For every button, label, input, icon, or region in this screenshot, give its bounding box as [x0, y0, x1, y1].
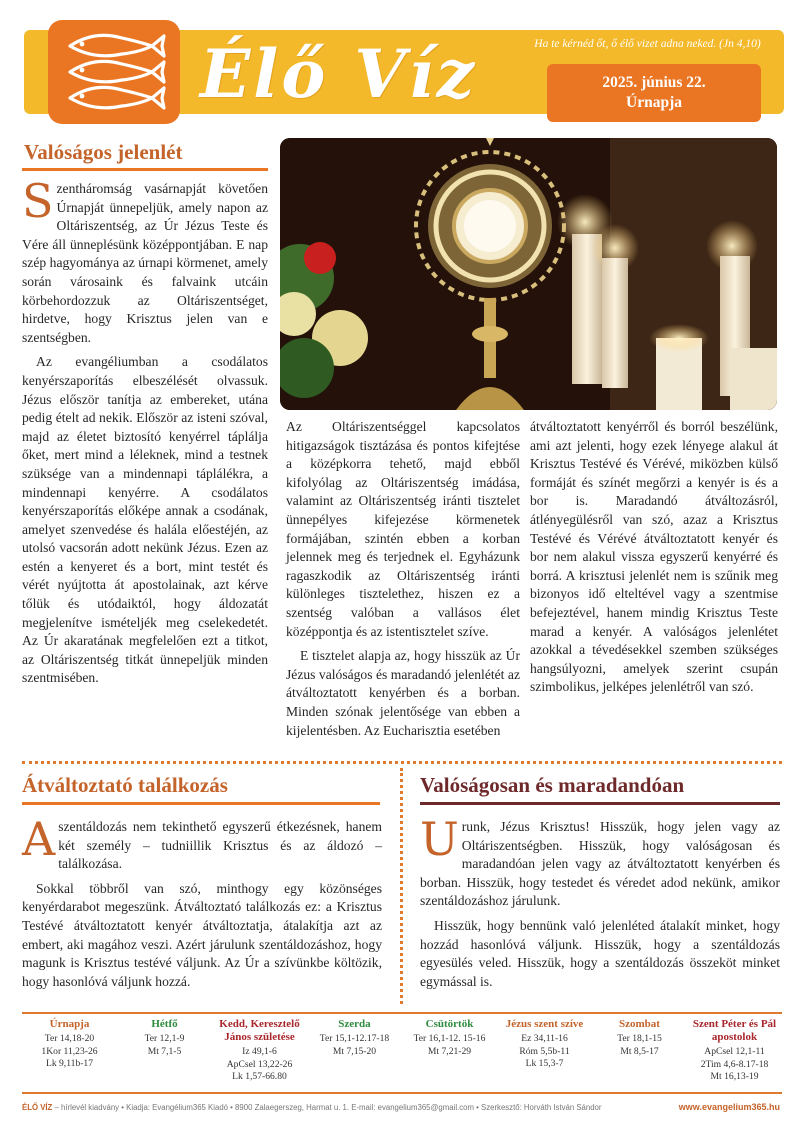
reading-reference: Mt 16,13-19 — [710, 1071, 759, 1083]
footer-imprint — [22, 1103, 602, 1112]
day-name: Csütörtök — [425, 1018, 474, 1030]
reading-reference: 1Kor 11,23-26 — [41, 1045, 98, 1057]
day-name: Úrnapja — [49, 1018, 90, 1030]
monstrance-icon — [280, 138, 777, 410]
reading-reference: Mt 7,1-5 — [147, 1045, 182, 1057]
fish-icon — [60, 26, 168, 118]
article2-rule — [22, 802, 380, 805]
reading-reference: Lk 9,11b-17 — [45, 1058, 94, 1070]
article3-paragraph-1: runk, Jézus Krisztus! Hisszük, hogy jelen vagy az Oltáriszentségben. Hisszük, hogy valóságosan és maradandóan jelen vagy az átváltoztatott kenyérben és borban. Hisszük, hogy testedet és véredet adod nekünk, amikor szentáldozáshoz járulunk. — [420, 819, 780, 909]
day-name: Kedd, Keresztelő János születése — [219, 1018, 300, 1043]
day-name: Szombat — [619, 1018, 660, 1030]
footer-brand: ÉLŐ VÍZ — [22, 1103, 53, 1112]
day-readings — [687, 1018, 782, 1084]
article1-paragraph-4-continued: átváltoztatott kenyérről és borról beszélünk, ami azt jelenti, hogy ezek lényege alakul át Krisztus Testévé és Vérévé, miközben külső formáját és színét megőrzi a kenyér is és a bor is. Maradandó átváltozásról, átlényegülésről van szó, azaz a Krisztus Testévé és Vérévé átváltoztatott kenyér és bor nem alakul vissza egyszerű kenyérré és borrá. A krisztusi jelenlét nem is szűnik meg bizonyos idő elteltével vagy a szentmise befejeztével, hanem mindig Krisztus Teste marad a kenyér. A valóságos jelenlétet azokkal a tévedésekkel szemben szükséges hangsúlyozni, amelyek szerint csupán szimbolikus, jelképes jelenlétről van szó. — [530, 419, 778, 695]
monstrance-photo — [280, 138, 777, 410]
article3-paragraph-2: Hisszük, hogy bennünk való jelenléted átalakít minket, hogy hozzád hasonlóvá váljunk. Hisszük, hogy a szentáldozás egyesülés veled. Hisszük, hogy a szentáldozás összeköt minket egymással is. — [420, 917, 780, 989]
day-readings — [592, 1018, 687, 1058]
reading-reference: Ez 34,11-16 — [521, 1033, 568, 1044]
article1-title: Valóságos jelenlét — [24, 140, 183, 164]
day-name: Hétfő — [151, 1018, 178, 1030]
date-box — [547, 64, 761, 122]
article3-dropcap: U — [420, 812, 459, 866]
reading-reference: Mt 8,5-17 — [620, 1045, 659, 1057]
article1-paragraph-3: Az Oltáriszentséggel kapcsolatos hitigazságok tisztázása és pontos kifejtése a középkorra tehető, majd ebből kifolyólag az Oltáriszentség imádása, valamint az Oltáriszentség iránti tisztelet ünnepélyes kifejezése körmenetek formájában, szintén ebben a korban jelennek meg és terjednek el. Egyházunk ragaszkodik az Oltáriszentség iránti különleges tisztelethez, hiszen ez a szentség valóban a vallásos élet középpontja és az istentisztelet szíve. — [286, 419, 520, 639]
article1-paragraph-2: Az evangéliumban a csodálatos kenyérszaporítás elbeszélését olvassuk. Jézus először tanítja az embereket, utána pedig ételt ad nekik. Először az isteni szóval, majd az életet biztosító kenyérrel táplálja őket, mert mind a léleknek, mind a testnek szüksége van a mindennapi táplálékra, a mindennapi kenyérre. A csodálatos kenyérszaporítás előképe annak a csodának, amelyet szenvedése és halála előestéjén, az utolsó vacsorán adott nekünk Jézus. Ezen az estén a kenyeret és a bort, mint testét és vérét nyújtotta át apostolainak, azt kérve tőlük és utódaiktól, hogy áldozatát megjelenítve ismételjék meg cselekedetét. Az Úr akaratának megfelelően ezt a titkot, az Oltáriszentség titkát ünnepeljük minden szentmisében. — [22, 354, 268, 686]
article1-column-middle — [286, 418, 520, 746]
feast-name: Úrnapja — [626, 94, 682, 111]
day-readings — [212, 1018, 307, 1084]
footer-info: – hírlevél kiadvány • Kiadja: Evangélium365 Kiadó • 8900 Zalaegerszeg, Harmat u. 1. E-mail: evangelium365@gmail.com • Szerkesztő: Horváth István Sándor — [52, 1103, 602, 1112]
day-readings — [497, 1018, 592, 1071]
article1-column-right — [530, 418, 778, 703]
issue-date: 2025. június 22. — [602, 74, 706, 91]
reading-reference: Lk 1,57-66.80 — [232, 1071, 287, 1083]
masthead-title: Élő Víz — [200, 35, 478, 113]
article1-paragraph-4: E tisztelet alapja az, hogy hisszük az Úr Jézus valóságos és maradandó jelenlétét az átváltoztatott kenyérben és a borban. Minden szónak jelentősége van ebben a kijelentésben. Az Eucharisztia esetében — [286, 648, 520, 738]
footer-website[interactable]: www.evangelium365.hu — [678, 1102, 780, 1112]
reading-reference: Róm 5,5b-11 — [519, 1045, 570, 1057]
article3-rule — [420, 802, 780, 805]
reading-reference: Ter 18,1-15 — [617, 1033, 662, 1044]
section-divider-horizontal — [22, 761, 782, 764]
logo-fish-icon — [48, 20, 180, 124]
section-divider-vertical — [400, 768, 403, 1004]
reading-reference: Ter 15,1-12.17-18 — [319, 1033, 390, 1044]
header-motto: Ha te kérnéd őt, ő élő vizet adna neked. (Jn 4,10) — [534, 38, 761, 50]
article2-dropcap: A — [22, 812, 56, 866]
day-readings — [117, 1018, 212, 1058]
day-name: Szent Péter és Pál apostolok — [692, 1018, 777, 1043]
reading-reference: Iz 49,1-6 — [242, 1046, 277, 1057]
day-readings — [307, 1018, 402, 1058]
reading-reference: 2Tim 4,6-8.17-18 — [700, 1058, 769, 1070]
article2-paragraph-1: szentáldozás nem tekinthető egyszerű étkezésnek, hanem két személy – tudniillik Krisztus és az áldozó – találkozása. — [58, 819, 382, 872]
reading-reference: Ter 16,1-12. 15-16 — [413, 1033, 486, 1044]
article3-title: Valóságosan és maradandóan — [420, 773, 685, 797]
day-name: Jézus szent szíve — [505, 1018, 584, 1030]
reading-reference: ApCsel 13,22-26 — [226, 1058, 293, 1070]
article2-title: Átváltoztató találkozás — [22, 773, 228, 797]
article2-paragraph-2: Sokkal többről van szó, minthogy egy közönséges kenyérdarabot megeszünk. Átváltoztató találkozás ez: a Krisztus Testévé átváltoztatott kenyér átváltoztatja, átalakítja azt az embert, aki magához veszi. Azért járulunk szentáldozáshoz, hogy magunk is Krisztus testévé váljunk. Az Úr a szívünkbe költözik, hogy hasonlóvá váljunk hozzá. — [22, 880, 382, 989]
article1-paragraph-1: zentháromság vasárnapját követően Úrnapját ünnepeljük, amely napon az Oltáriszentség, az Úr Jézus Teste és Vére áll ünneplésünk középpontjában. E nap szép hagyománya az úrnapi körmenet, amely során városaink és falvaink utcáin körbehordozzuk az Oltáriszentséget, hirdetve, hogy Krisztus jelen van e szentségben. — [22, 181, 268, 345]
article1-column-left — [22, 174, 268, 694]
article1-dropcap: S — [22, 174, 54, 228]
day-readings — [402, 1018, 497, 1058]
article3-body — [420, 812, 780, 997]
reading-reference: ApCsel 12,1-11 — [704, 1046, 765, 1057]
reading-reference: Ter 14,18-20 — [44, 1033, 95, 1044]
article2-body — [22, 812, 382, 997]
day-readings — [22, 1018, 117, 1071]
day-name: Szerda — [338, 1018, 371, 1030]
reading-reference: Ter 12,1-9 — [144, 1033, 185, 1044]
reading-reference: Mt 7,21-29 — [427, 1045, 472, 1057]
article1-rule — [22, 168, 268, 171]
reading-reference: Mt 7,15-20 — [332, 1045, 377, 1057]
reading-reference: Lk 15,3-7 — [525, 1058, 564, 1070]
